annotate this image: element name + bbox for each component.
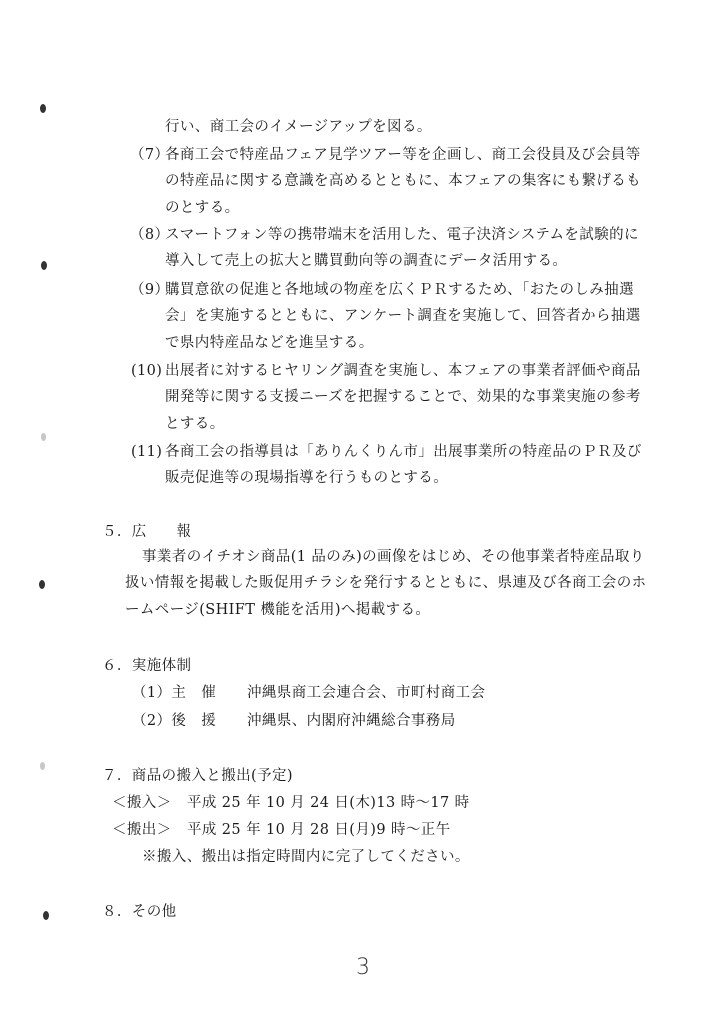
row-value: 平成 25 年 10 月 28 日(月)9 時～正午	[187, 822, 451, 838]
section-heading: ５．広 報	[102, 524, 192, 540]
section-heading: ８．その他	[102, 904, 177, 920]
item-number: （9）	[130, 282, 170, 298]
binder-hole-mark	[40, 104, 46, 113]
item-text-line: 導入して売上の拡大と購買動向等の調査にデータ活用する。	[165, 253, 568, 269]
item-text-line: 販売促進等の現場指導を行うものとする。	[165, 470, 449, 486]
section-heading: ６．実施体制	[102, 658, 192, 674]
binder-hole-mark	[41, 261, 47, 270]
item-text-line: の特産品に関する意識を高めるとともに、本フェアの集客にも繋げるも	[165, 173, 642, 189]
paragraph-line: 扱い情報を掲載した販促用チラシを発行するとともに、県連及び各商工会のホ	[125, 575, 647, 591]
item-text-line: とする。	[165, 416, 225, 432]
row-label: （1）主 催	[132, 685, 217, 701]
section-heading: ７．商品の搬入と搬出(予定)	[102, 768, 293, 784]
paragraph-line: 事業者のイチオシ商品(1 品のみ)の画像をはじめ、その他事業者特産品取り	[142, 549, 645, 565]
item-number: （7）	[130, 147, 170, 163]
row-label: ＜搬出＞	[112, 822, 172, 838]
item-text-line: 各商工会の指導員は「ありんくりん市」出展事業所の特産品のＰＲ及び	[165, 444, 642, 460]
item-text-line: 会」を実施するとともに、アンケート調査を実施して、回答者から抽選	[165, 308, 641, 324]
item-text-line: のとする。	[165, 200, 240, 216]
binder-hole-mark	[39, 580, 45, 589]
scan-smudge	[41, 433, 46, 441]
row-label: ＜搬入＞	[112, 795, 172, 811]
item-number: （8）	[130, 227, 170, 243]
row-value: 平成 25 年 10 月 24 日(木)13 時～17 時	[187, 795, 470, 811]
note-text: ※搬入、搬出は指定時間内に完了してください。	[142, 849, 470, 865]
row-value: 沖縄県商工会連合会、市町村商工会	[247, 685, 486, 701]
item-text-line: スマートフォン等の携帯端末を活用した、電子決済システムを試験的に	[165, 227, 639, 243]
continuation-line: 行い、商工会のイメージアップを図る。	[165, 119, 432, 135]
row-value: 沖縄県、内閣府沖縄総合事務局	[247, 713, 456, 729]
item-text-line: で県内特産品などを進呈する。	[165, 335, 374, 351]
scan-smudge	[40, 762, 45, 770]
item-text-line: 購買意欲の促進と各地域の物産を広くＰＲするため、「おたのしみ抽選	[165, 282, 634, 298]
binder-hole-mark	[43, 911, 49, 920]
paragraph-line: ームページ(SHIFT 機能を活用)へ掲載する。	[125, 602, 431, 618]
item-text-line: 出展者に対するヒヤリング調査を実施し、本フェアの事業者評価や商品	[165, 363, 641, 379]
page-number: 3	[356, 955, 370, 980]
item-text-line: 各商工会で特産品フェア見学ツアー等を企画し、商工会役員及び会員等	[165, 147, 641, 163]
item-text-line: 開発等に関する支援ニーズを把握することで、効果的な事業実施の参考	[165, 389, 641, 405]
item-number: (11)	[131, 444, 163, 460]
item-number: (10)	[131, 363, 163, 379]
row-label: （2）後 援	[132, 713, 217, 729]
